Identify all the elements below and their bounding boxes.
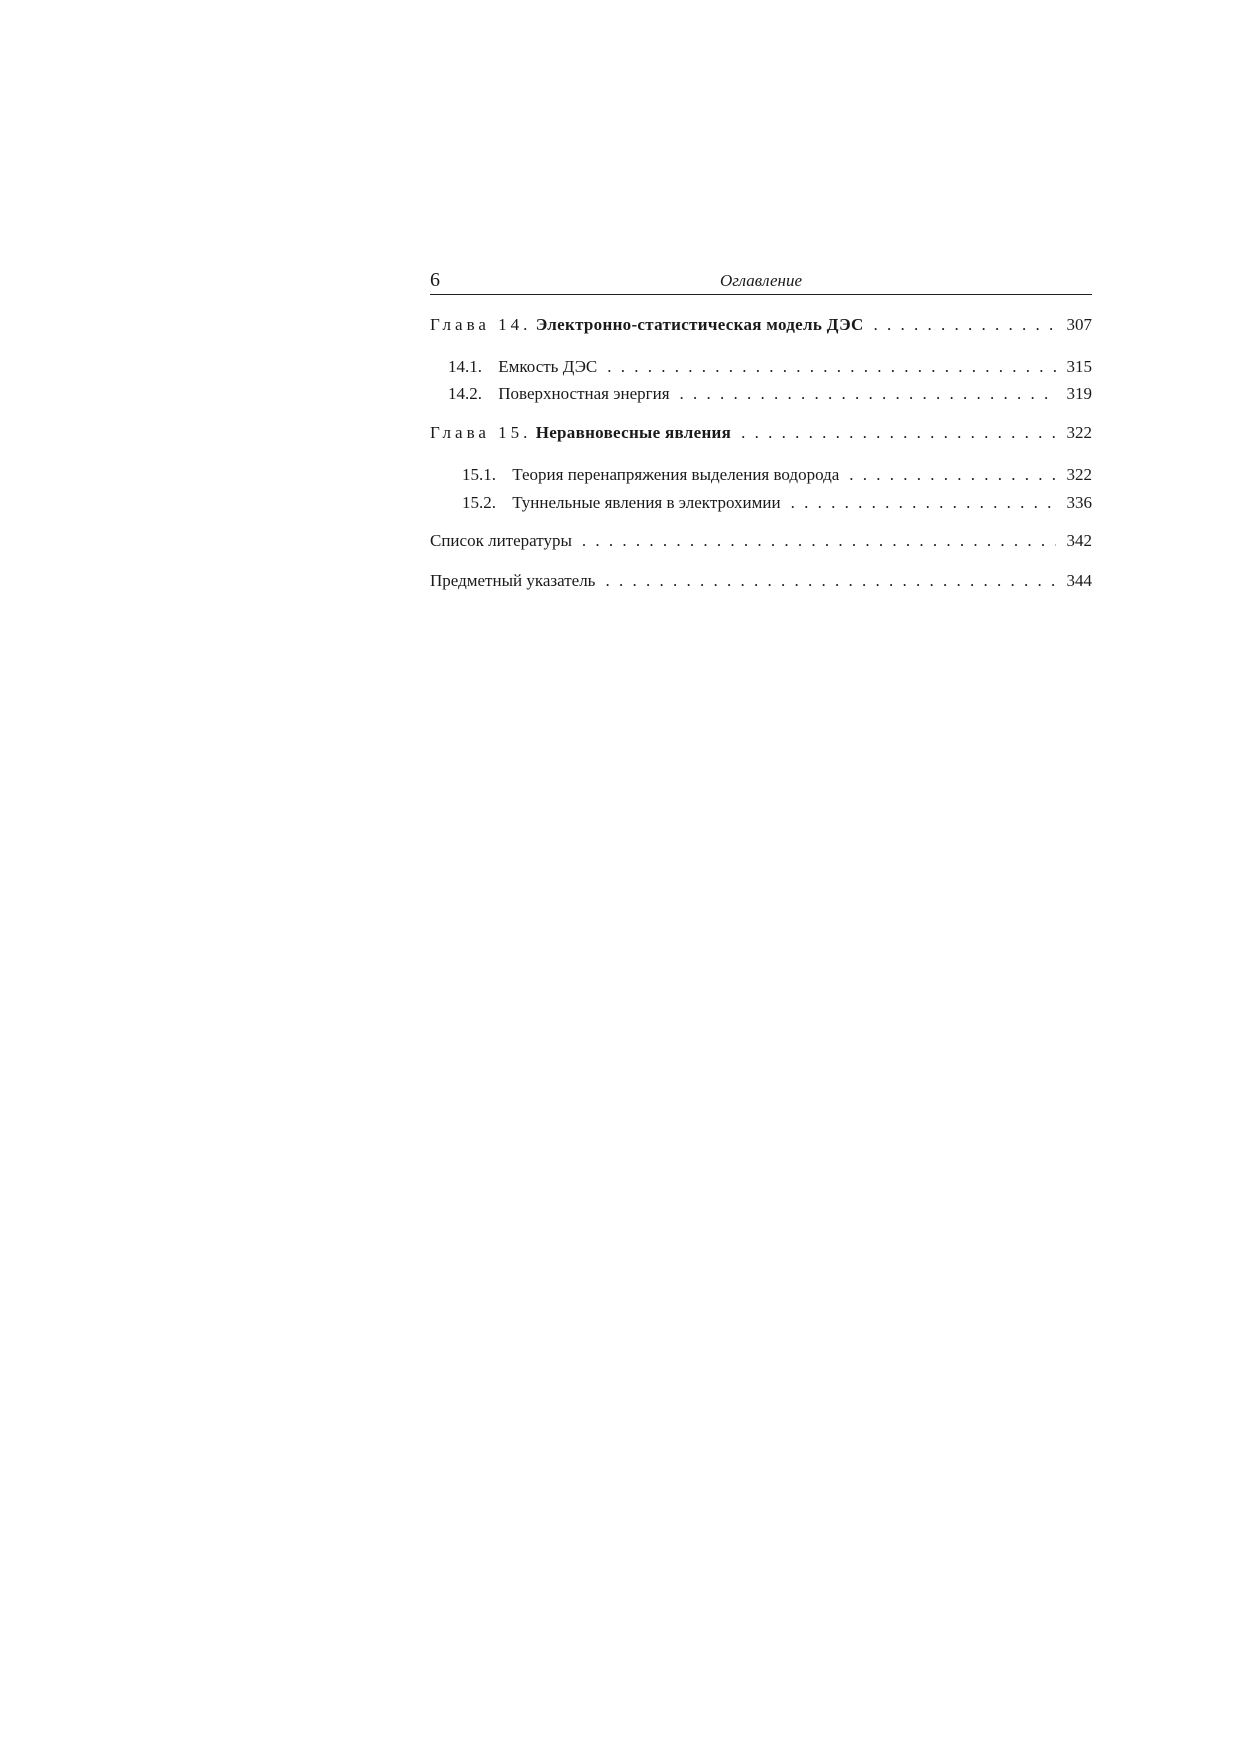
section-number: 15.2. bbox=[462, 493, 496, 512]
toc-page-number: 344 bbox=[1066, 571, 1092, 590]
chapter-prefix: Глава 15. bbox=[430, 423, 532, 442]
toc-page-number: 322 bbox=[1066, 465, 1092, 484]
dot-leader bbox=[741, 421, 1056, 445]
toc-page-number: 336 bbox=[1066, 493, 1092, 512]
section-title: Туннельные явления в электрохимии bbox=[512, 493, 781, 512]
section-title: Поверхностная энергия bbox=[498, 384, 670, 403]
running-title: Оглавление bbox=[719, 271, 803, 290]
dot-leader bbox=[791, 491, 1056, 515]
page-content bbox=[430, 268, 1092, 593]
section-title: Теория перенапряжения выделения водорода bbox=[512, 465, 840, 484]
dot-leader bbox=[605, 569, 1056, 593]
toc-section-14-1 bbox=[430, 355, 1092, 379]
dot-leader bbox=[582, 529, 1056, 553]
toc-literature bbox=[430, 529, 1092, 553]
chapter-prefix: Глава 14. bbox=[430, 315, 532, 334]
section-title: Емкость ДЭС bbox=[498, 357, 598, 376]
toc-chapter-14 bbox=[430, 313, 1092, 337]
toc-chapter-15 bbox=[430, 421, 1092, 445]
literature-title: Список литературы bbox=[430, 531, 572, 550]
toc-section-15-2 bbox=[430, 491, 1092, 515]
toc-section-15-1 bbox=[430, 463, 1092, 487]
toc-page-number: 307 bbox=[1066, 315, 1092, 334]
section-number: 14.1. bbox=[448, 357, 482, 376]
toc-section-14-2 bbox=[430, 382, 1092, 406]
toc-subject-index bbox=[430, 569, 1092, 593]
running-head bbox=[430, 268, 1092, 295]
chapter-title: Электронно-статистическая модель ДЭС bbox=[535, 315, 864, 334]
chapter-title: Неравновесные явления bbox=[535, 423, 732, 442]
dot-leader bbox=[874, 313, 1056, 337]
toc-page-number: 315 bbox=[1066, 357, 1092, 376]
section-number: 14.2. bbox=[448, 384, 482, 403]
toc-page-number: 342 bbox=[1066, 531, 1092, 550]
toc-page-number: 319 bbox=[1066, 384, 1092, 403]
page-number: 6 bbox=[430, 269, 440, 291]
toc-page-number: 322 bbox=[1066, 423, 1092, 442]
dot-leader bbox=[607, 355, 1056, 379]
dot-leader bbox=[680, 382, 1056, 406]
subject-index-title: Предметный указатель bbox=[430, 571, 596, 590]
section-number: 15.1. bbox=[462, 465, 496, 484]
dot-leader bbox=[849, 463, 1056, 487]
